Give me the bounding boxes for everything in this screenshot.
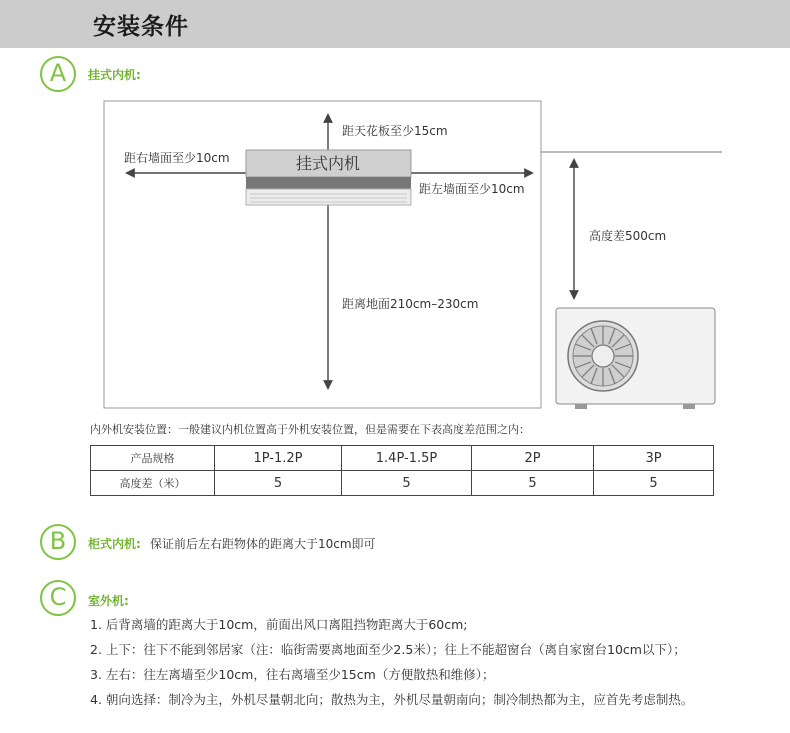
table-cell: 5 <box>472 471 594 496</box>
table-row <box>91 446 714 471</box>
ceiling-distance-label: 距天花板至少15cm <box>342 124 448 138</box>
table-row <box>91 471 714 496</box>
table-cell: 5 <box>342 471 472 496</box>
table-header-cell: 1.4P-1.5P <box>342 446 472 471</box>
indoor-unit-label: 挂式内机 <box>295 154 361 173</box>
section-b-badge: B <box>40 524 76 560</box>
section-a-title: 挂式内机: <box>88 68 141 82</box>
room-outline <box>104 101 541 408</box>
list-item: 4. 朝向选择：制冷为主，外机尽量朝北向；散热为主，外机尽量朝南向；制冷制热都为主，应首先考虑制热。 <box>90 692 694 707</box>
installation-note: 内外机安装位置：一般建议内机位置高于外机安装位置，但是需要在下表高度差范围之内： <box>90 423 530 436</box>
table-header-cell: 3P <box>594 446 714 471</box>
table-cell: 5 <box>594 471 714 496</box>
list-item: 1. 后背离墙的距离大于10cm，前面出风口离阻挡物距离大于60cm; <box>90 617 468 632</box>
section-a-badge: A <box>40 56 76 92</box>
list-item: 2. 上下：往下不能到邻居家（注：临街需要离地面至少2.5米）；往上不能超窗台（离自家窗台10cm以下）； <box>90 642 686 657</box>
height-difference-table <box>90 445 714 496</box>
table-header-cell: 产品规格 <box>91 446 215 471</box>
table-cell: 5 <box>215 471 342 496</box>
floor-distance-label: 距离地面210cm–230cm <box>342 297 479 311</box>
section-b-text: 保证前后左右距物体的距离大于10cm即可 <box>150 537 376 551</box>
section-c-badge: C <box>40 580 76 616</box>
list-item: 3. 左右：往左离墙至少10cm，往右离墙至少15cm（方便散热和维修）； <box>90 667 495 682</box>
height-difference-label: 高度差500cm <box>589 229 667 243</box>
right-wall-distance-label: 距右墙面至少10cm <box>124 151 230 165</box>
left-wall-distance-label: 距左墙面至少10cm <box>419 182 525 196</box>
section-b-title: 柜式内机: <box>88 537 141 551</box>
table-header-cell: 1P-1.2P <box>215 446 342 471</box>
table-header-cell: 2P <box>472 446 594 471</box>
page-title: 安装条件 <box>93 14 189 40</box>
section-c-title: 室外机: <box>88 594 129 608</box>
outdoor-unit <box>556 308 715 409</box>
table-cell: 高度差（米） <box>91 471 215 496</box>
